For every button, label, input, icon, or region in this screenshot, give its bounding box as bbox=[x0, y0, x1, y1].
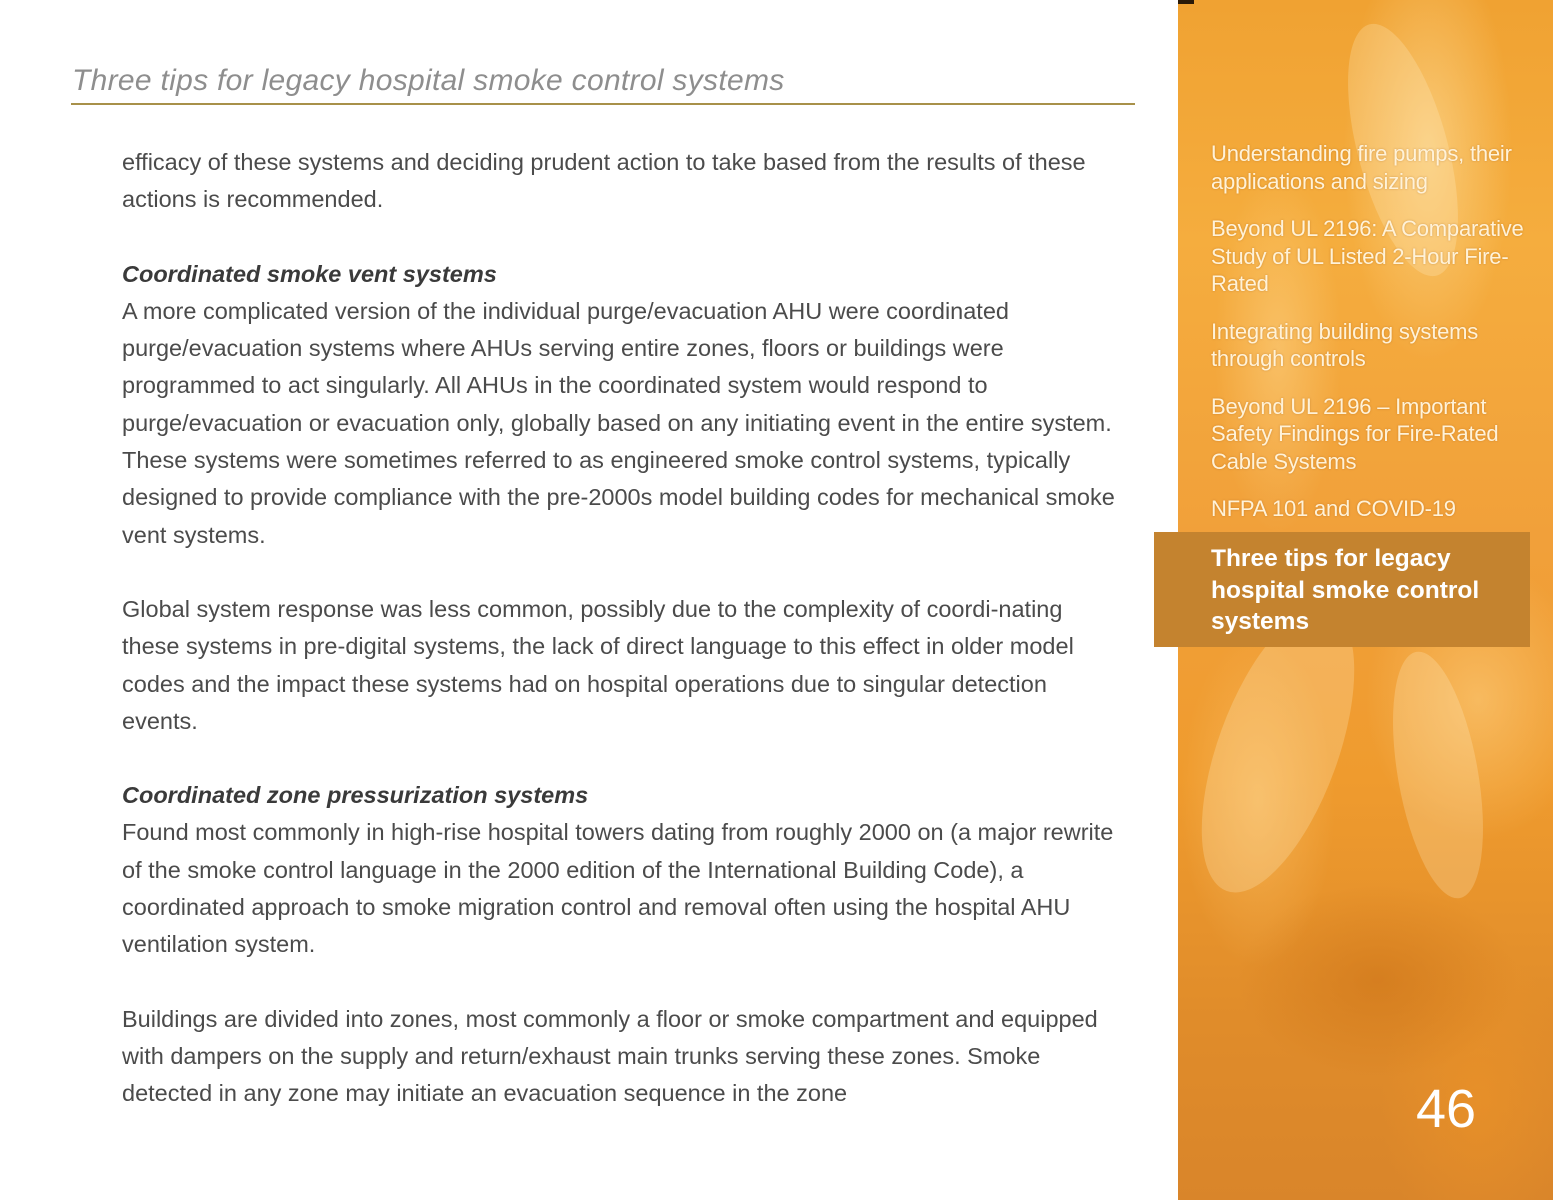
paragraph-3: Global system response was less common, possibly due to the complexity of coordi-nating these systems in pre-digital systems, the lack of direct language to this effect in older model codes and the impact these systems had on hospital operations due to singular detection events. bbox=[122, 595, 1074, 734]
nav-link-current-article[interactable]: Three tips for legacy hospital smoke control systems bbox=[1211, 545, 1480, 635]
section-heading: Coordinated smoke vent systems bbox=[122, 260, 497, 287]
article-body bbox=[122, 144, 1122, 1150]
flame-decoration bbox=[1377, 645, 1499, 905]
title-divider bbox=[71, 103, 1135, 105]
article-link-list bbox=[1211, 140, 1531, 543]
paragraph-2: A more complicated version of the individual purge/evacuation AHU were coordinated purge/evacuation systems where AHUs serving entire zones, floors or buildings were programmed to act singularly. All AHUs in the coordinated system would respond to purge/evacuation or evacuation only, globally based on any initiating event in the entire system. These systems were sometimes referred to as engineered smoke control systems, typically designed to provide compliance with the pre-2000s model building codes for mechanical smoke vent systems. bbox=[122, 297, 1115, 548]
nav-link-ul-2196-study[interactable]: Beyond UL 2196: A Comparative Study of UL Listed 2-Hour Fire-Rated bbox=[1211, 216, 1524, 296]
sidebar-nav bbox=[1178, 0, 1553, 1200]
paragraph-5: Buildings are divided into zones, most commonly a floor or smoke compartment and equipped with dampers on the supply and return/exhaust main trunks serving these zones. Smoke detected in any zone may initiate an evacuation sequence in the zone bbox=[122, 1005, 1098, 1107]
section-coordinated-smoke-vent bbox=[122, 256, 1122, 554]
running-title: Three tips for legacy hospital smoke control systems bbox=[72, 64, 785, 97]
section-coordinated-zone-pressurization bbox=[122, 777, 1122, 963]
nav-link-integrating-systems[interactable]: Integrating building systems through controls bbox=[1211, 318, 1479, 371]
nav-link-ul-2196-findings[interactable]: Beyond UL 2196 – Important Safety Findings for Fire-Rated Cable Systems bbox=[1211, 393, 1499, 474]
page-number: 46 bbox=[1416, 1079, 1477, 1139]
sidebar-edge-mark bbox=[1178, 0, 1194, 4]
nav-link-nfpa-101[interactable]: NFPA 101 and COVID-19 bbox=[1211, 496, 1456, 521]
section-heading: Coordinated zone pressurization systems bbox=[122, 782, 589, 809]
paragraph-4: Found most commonly in high-rise hospital towers dating from roughly 2000 on (a major rewrite of the smoke control language in the 2000 edition of the International Building Code), a coordinated approach to smoke migration control and removal often using the hospital AHU ventilation system. bbox=[122, 819, 1114, 958]
paragraph-1: efficacy of these systems and deciding prudent action to take based from the results of these actions is recommended. bbox=[122, 149, 1086, 213]
nav-link-fire-pumps[interactable]: Understanding fire pumps, their applications and sizing bbox=[1211, 141, 1512, 194]
